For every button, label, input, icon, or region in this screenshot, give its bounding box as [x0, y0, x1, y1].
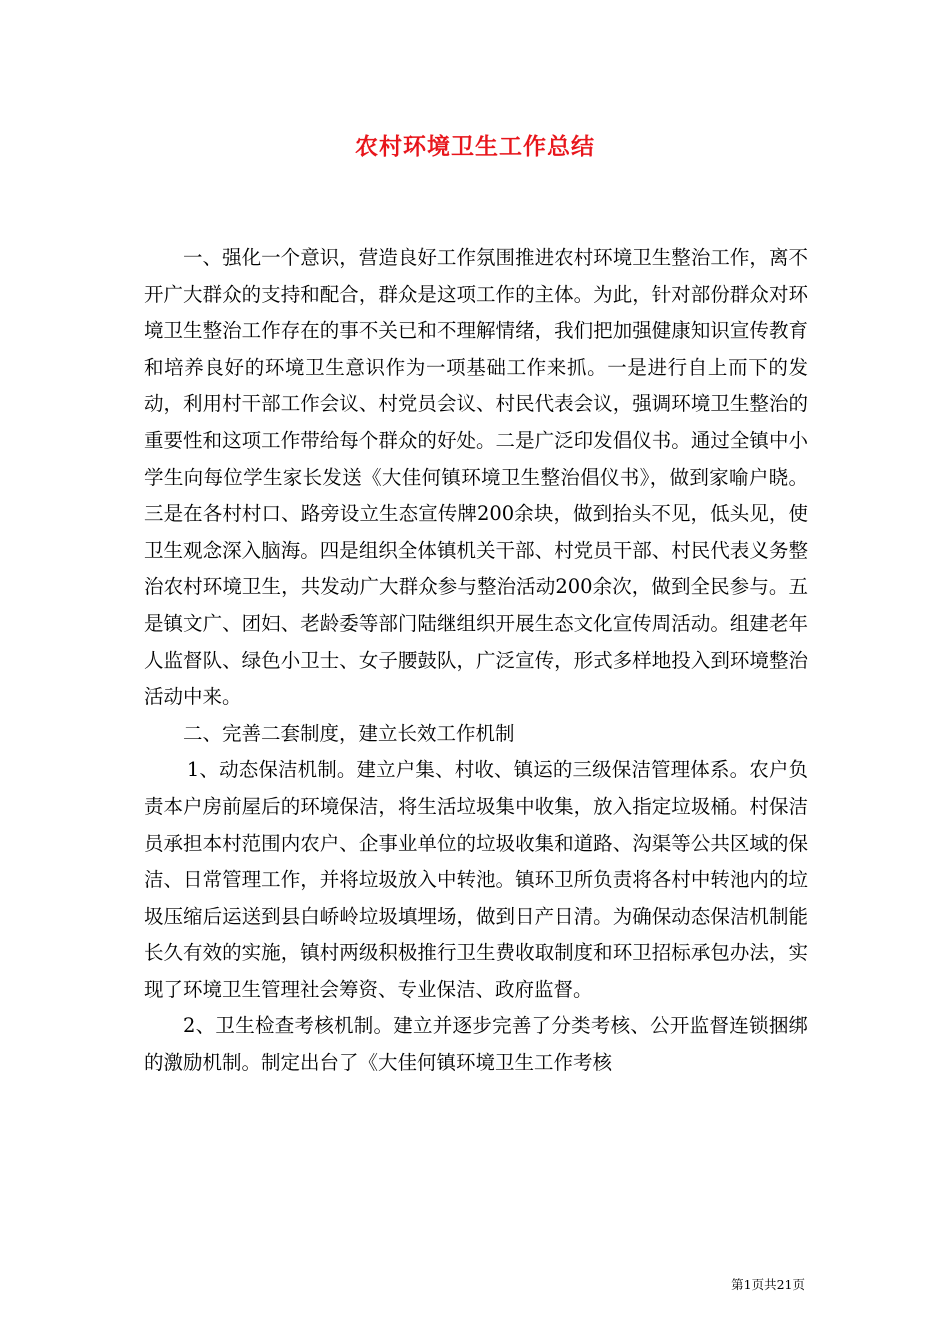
- document-title: 农村环境卫生工作总结: [355, 133, 595, 160]
- paragraph-inspection-assessment: 2、卫生检查考核机制。建立并逐步完善了分类考核、公开监督连锁捆绑的激励机制。制定出台了《大佳何镇环境卫生工作考核: [144, 1014, 808, 1075]
- paragraph-section-one: 一、强化一个意识，营造良好工作氛围推进农村环境卫生整治工作，离不开广大群众的支持和配合，群众是这项工作的主体。为此，针对部份群众对环境卫生整治工作存在的事不关已和不理解情绪，我们把加强健康知识宣传教育和培养良好的环境卫生意识作为一项基础工作来抓。一是进行自上而下的发动，利用村干部工作会议、村党员会议、村民代表会议，强调环境卫生整治的重要性和这项工作带给每个群众的好处。二是广泛印发倡仪书。通过全镇中小学生向每位学生家长发送《大佳何镇环境卫生整治倡仪书》，做到家喻户晓。三是在各村村口、路旁设立生态宣传牌200余块，做到抬头不见，低头见，使卫生观念深入脑海。四是组织全体镇机关干部、村党员干部、村民代表义务整治农村环境卫生，共发动广大群众参与整治活动200余次，做到全民参与。五是镇文广、团妇、老龄委等部门陆继组织开展生态文化宣传周活动。组建老年人监督队、绿色小卫士、女子腰鼓队，广泛宣传，形式多样地投入到环境整治活动中来。: [144, 246, 808, 709]
- document-body: [144, 240, 808, 1082]
- paragraph-dynamic-cleaning: 1、动态保洁机制。建立户集、村收、镇运的三级保洁管理体系。农户负责本户房前屋后的环境保洁，将生活垃圾集中收集，放入指定垃圾桶。村保洁员承担本村范围内农户、企事业单位的垃圾收集和道路、沟渠等公共区域的保洁、日常管理工作，并将垃圾放入中转池。镇环卫所负责将各村中转池内的垃圾压缩后运送到县白峤岭垃圾填埋场，做到日产日清。为确保动态保洁机制能长久有效的实施，镇村两级积极推行卫生费收取制度和环卫招标承包办法，实现了环境卫生管理社会筹资、专业保洁、政府监督。: [144, 758, 808, 1001]
- paragraph-section-two-heading: 二、完善二套制度，建立长效工作机制: [183, 721, 515, 745]
- page-number-footer: 第1页共21页: [731, 1277, 805, 1292]
